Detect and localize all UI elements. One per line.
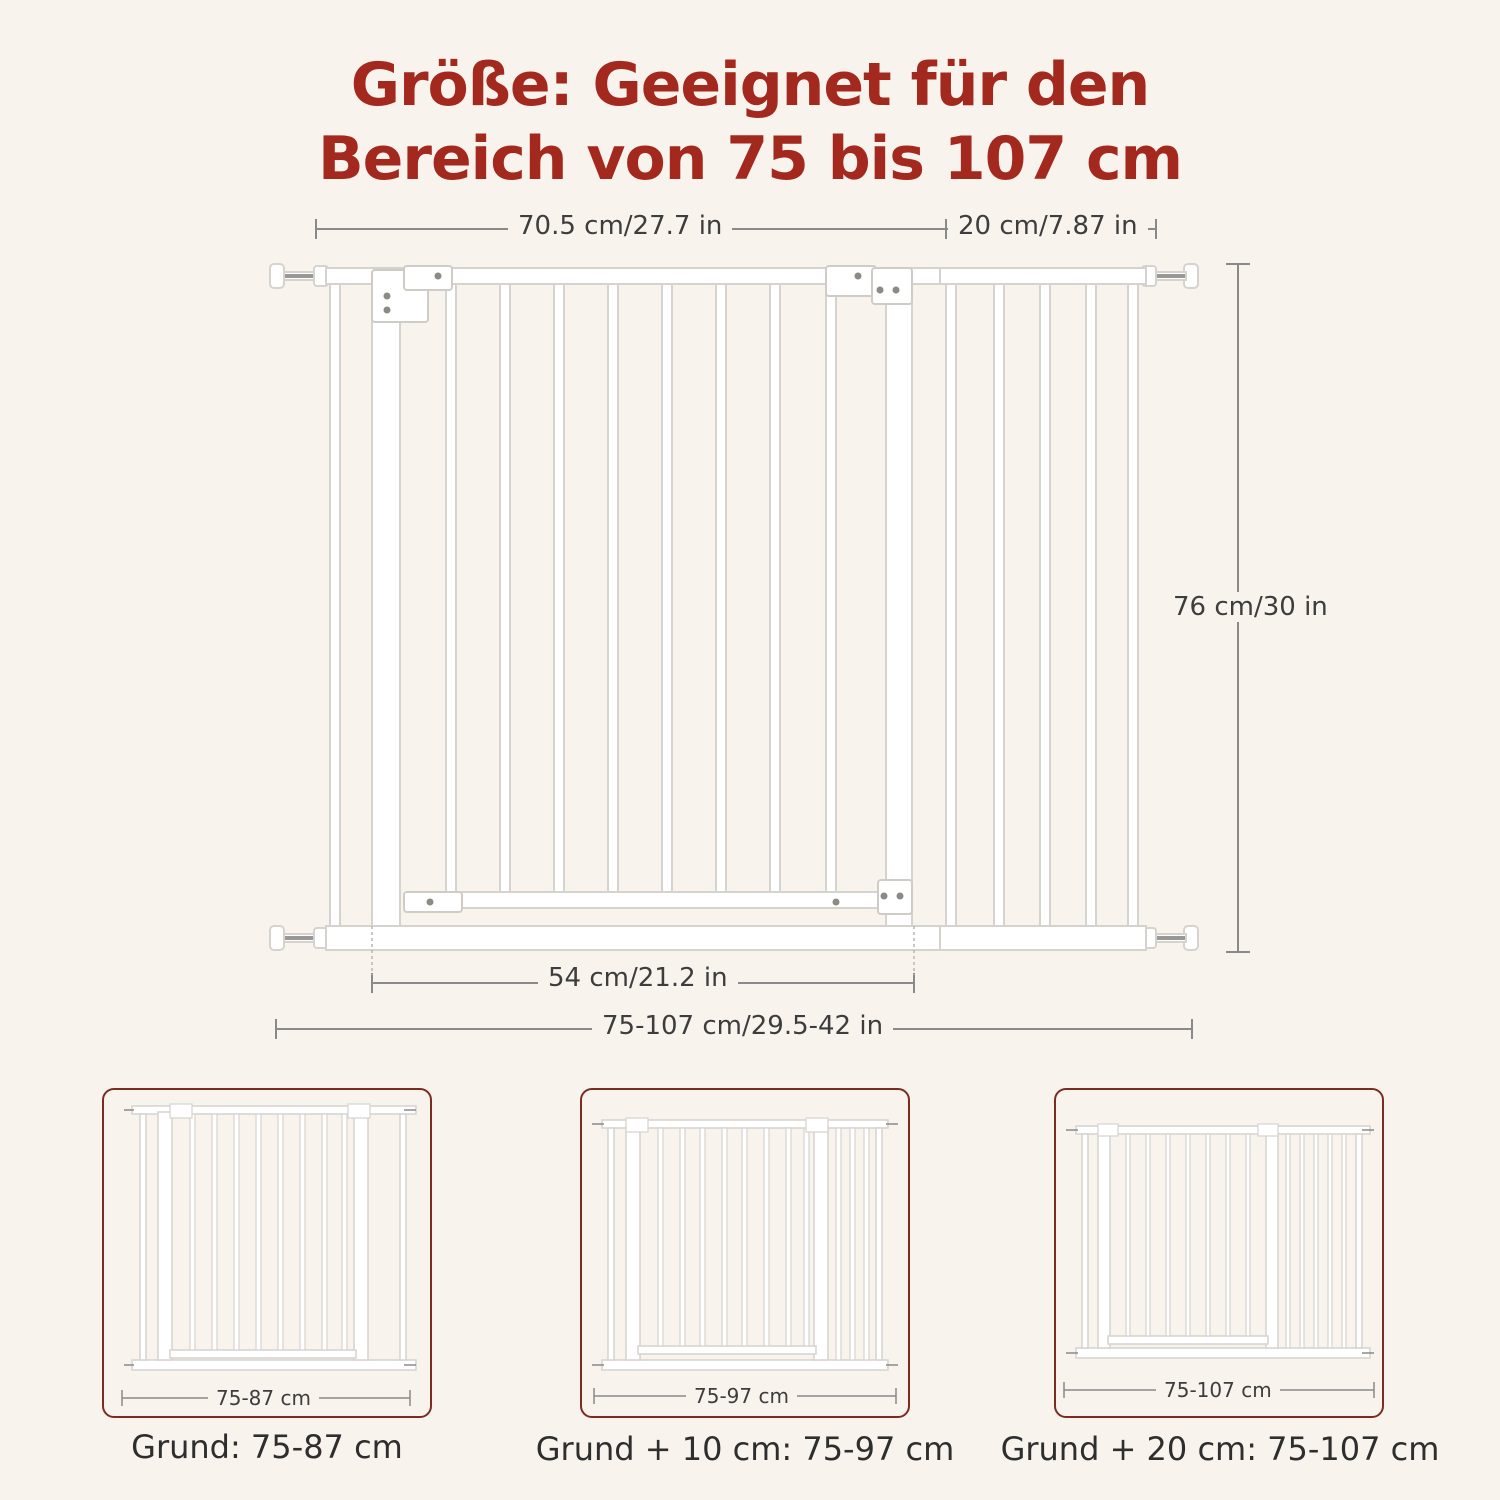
variant-caption-2: Grund + 10 cm: 75-97 cm (535, 1430, 955, 1468)
bottom-rail-extension (940, 926, 1146, 950)
variant-card-2 (580, 1088, 910, 1418)
mount-top-left (270, 264, 284, 288)
dim-height-label: 76 cm/30 in (1163, 592, 1338, 622)
bottom-rail-main (326, 926, 946, 950)
variant-caption-3: Grund + 20 cm: 75-107 cm (1000, 1430, 1440, 1468)
top-rail-extension (940, 268, 1146, 284)
variant-range-1: 75-87 cm (208, 1386, 319, 1410)
variant-card-3 (1054, 1088, 1384, 1418)
variant-gate-1 (104, 1090, 434, 1420)
mount-bottom-left (270, 926, 284, 950)
frame-right-post (886, 300, 912, 926)
variant-gate-2 (582, 1090, 912, 1420)
dim-top-extension-label: 20 cm/7.87 in (948, 211, 1148, 241)
title-line-1: Größe: Geeignet für den (350, 50, 1150, 120)
latch-top (826, 266, 876, 296)
title-line-2: Bereich von 75 bis 107 cm (317, 124, 1183, 194)
frame-left-post (372, 290, 400, 926)
variant-range-2: 75-97 cm (686, 1384, 797, 1408)
variant-caption-1: Grund: 75-87 cm (131, 1428, 403, 1466)
dim-top-main-label: 70.5 cm/27.7 in (508, 211, 732, 241)
variant-range-3: 75-107 cm (1156, 1378, 1280, 1402)
dim-total-label: 75-107 cm/29.5-42 in (592, 1011, 893, 1041)
variant-card-1 (102, 1088, 432, 1418)
dim-door-label: 54 cm/21.2 in (538, 963, 738, 993)
variant-gate-3 (1056, 1090, 1386, 1420)
door-bottom-bar (408, 892, 898, 908)
